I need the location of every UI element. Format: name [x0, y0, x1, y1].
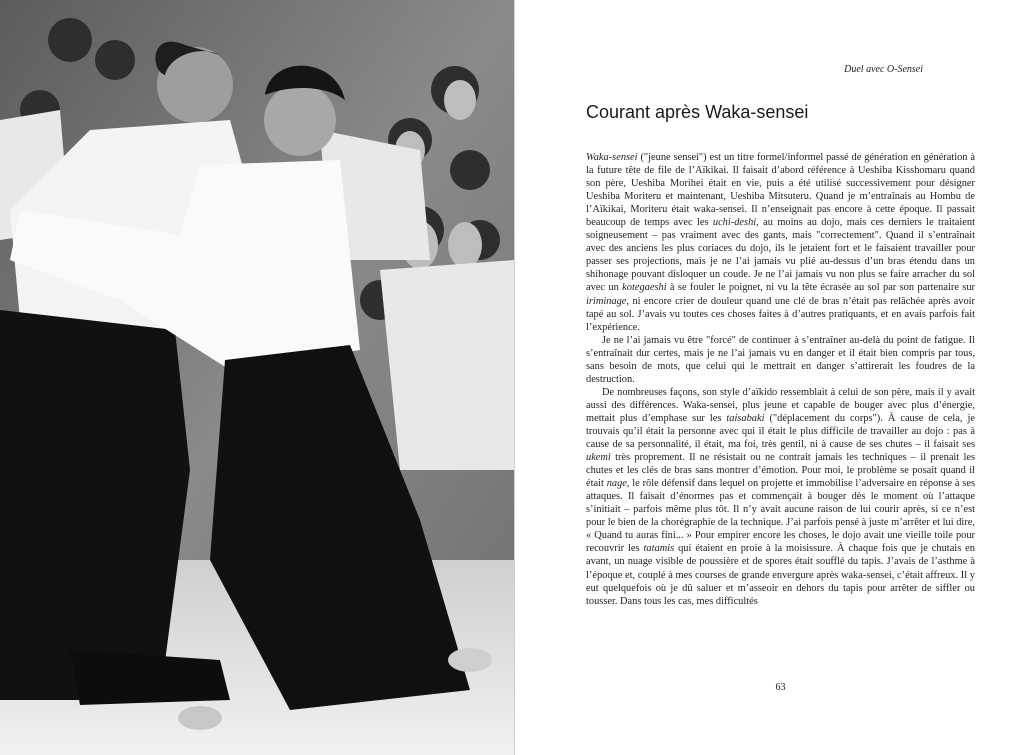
italic-term: ukemi — [586, 452, 611, 464]
text-run: Je ne l’ai jamais vu être "forcé" de continuer à s’entraîner au-delà du point de fatigue. Il s’entraînait dur certes, mais je ne l’ai jamais vu en danger et il était bien compris par tous, sans besoin de mots, que celui qui le mettrait en danger s’attirerait les foudres de la destruction. — [586, 334, 975, 385]
text-run: De nombreuses façons, son style d’aïkido ressemblait à celui de son père, mais il y avait aussi des différences. Waka-sensei, plus jeune et capable de bouger avec plus d’énergie, mettait plus d’emphase sur les — [586, 386, 975, 424]
body-text — [586, 151, 975, 608]
chapter-title: Courant après Waka-sensei — [586, 102, 809, 122]
running-head: Duel avec O-Sensei — [844, 64, 923, 75]
body-paragraph — [586, 386, 975, 608]
body-paragraph — [586, 334, 975, 386]
text-run: très proprement. Il ne résistait ou ne contrait jamais les techniques – il prenait les chutes et les clés de bras sans montrer d’émotion. Pour moi, le problème se posait quand il était — [586, 452, 975, 490]
text-run: qui étaient en proie à la moisissure. À chaque fois que je chutais en avant, un nuage visible de poussière et de spores était soufflé du tapis. J’avais de l’asthme à l’époque et, couplé à mes courses de grande envergure après waka-sensei, c’était affreux. Il y eut quelquefois où je dû saluer et m’asseoir en dehors du tapis pour arrêter de siffler ou tousser. Dans tous les cas, mes difficultés — [586, 543, 975, 607]
italic-term: iriminage — [586, 295, 627, 307]
body-paragraph — [586, 151, 975, 334]
italic-term: Waka-sensei — [586, 152, 638, 163]
italic-term: nage — [606, 478, 627, 490]
page-number: 63 — [775, 682, 786, 693]
text-run: ("jeune sensei") est un titre formel/informel passé de génération en génération à la future tête de file de l’Aïkikai. Il faisait d’abord référence à Ueshiba Kisshomaru quand son père, Ueshiba Morihei était en vie, puis a été utilisé successivement pour désigner Ueshiba Moriteru et maintenant, Ueshiba Mitsuteru. Quand je m’entraînais au Hombu de l’Aïkikai, Moriteru était waka-sensei. Il n’enseignait pas encore à cette époque. Il passait beaucoup de temps avec les — [586, 152, 975, 229]
italic-term: uchi-deshi — [712, 217, 757, 229]
italic-term: tatamis — [643, 543, 675, 555]
italic-term: taisabaki — [726, 412, 765, 424]
text-run: à se fouler le poignet, ni vu la tête écrasée au sol par son partenaire sur — [666, 282, 975, 294]
text-run: , ni encore crier de douleur quand une clé de bras n’était pas relâchée après avoir tapé au sol. J’avais vu toutes ces choses faites à d’autres pratiquants, et en avais parfois fait l’expérience. — [586, 295, 975, 333]
text-run: ("déplacement du corps"). À cause de cela, je trouvais qu’il était la personne avec qui il était le plus difficile de travailler au dojo : pas à cause de sa personnalité, il était, ma foi, très gentil, ni à cause de ses chutes – il faisait ses — [586, 412, 975, 451]
text-run: , le rôle défensif dans lequel on projette et immobilise l’adversaire en réponse à ses attaques. Il faisait d’énormes pas et commençait à bouger dès le moment où l’attaque s’initiait – parfois même plus tôt. Il n’y avait aucune raison de lui courir après, si ce n’est pour le bien de la chorégraphie de la technique. J’ai parfois pensé à juste m’arrêter et lui dire, « Quand tu auras fini... » Pour empirer encore les choses, le dojo avait une vieille toile pour recouvrir les — [586, 478, 975, 555]
italic-term: kotegaeshi — [622, 282, 667, 294]
text-run: , au moins au dojo, mais ces derniers le traitaient soigneusement – pas vraiment avec des gants, mais "correctement". Quand il s’entraînait avec des anciens les plus coriaces du dojo, ils le jetaient fort et le faisaient travailler pour passer ses projections, mais je ne l’ai jamais vu plié au-dessus d’un bras étendu dans un shihonage pouvant disloquer un coude. Je ne l’ai jamais vu non plus se faire arracher du sol avec un — [586, 217, 975, 294]
text-page — [515, 0, 1024, 755]
